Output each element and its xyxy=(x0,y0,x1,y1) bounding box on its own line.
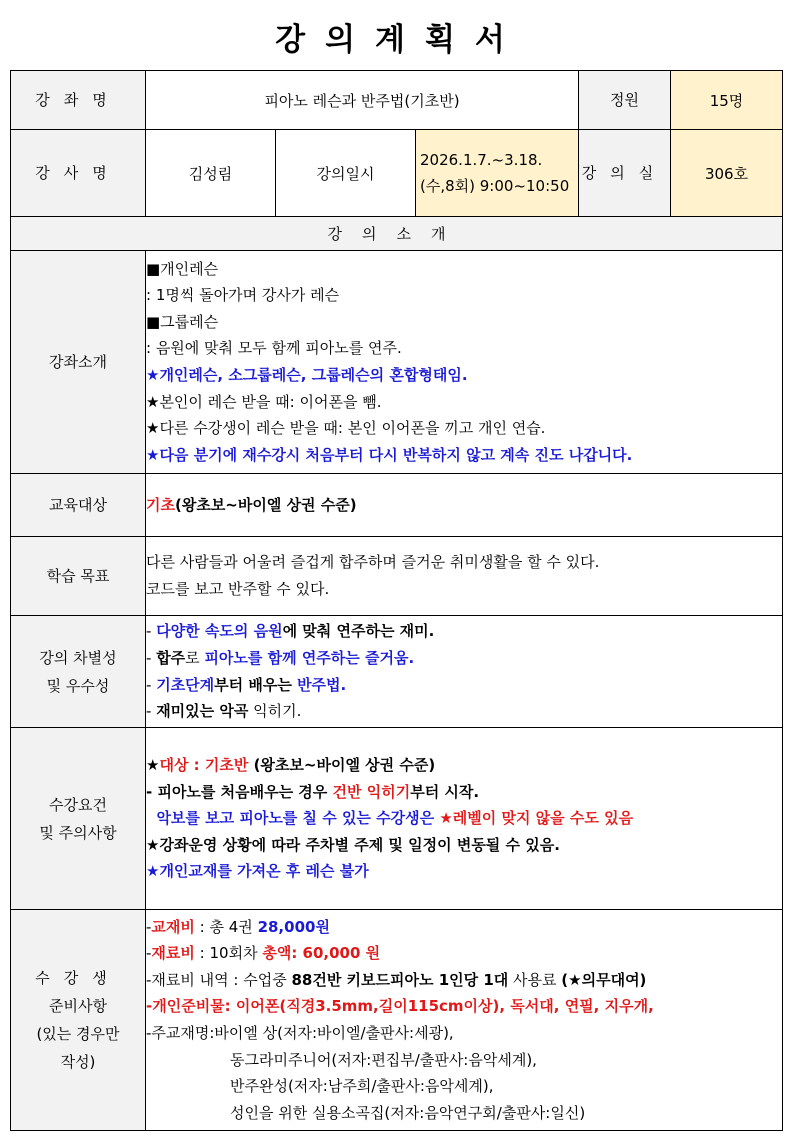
room-label: 강의실 xyxy=(579,130,671,217)
prep-line: 동그라미주니어(저자:편집부/출판사:음악세계), xyxy=(230,1050,537,1069)
requirements-label: 수강요건 및 주의사항 xyxy=(11,728,146,910)
prep-content xyxy=(146,910,783,1131)
merit-item: - 기초단계부터 배우는 반주법. xyxy=(146,675,347,694)
intro-header-row xyxy=(11,217,783,251)
merits-row xyxy=(11,616,783,728)
requirement-line: ★대상 : 기초반 (왕초보~바이엘 상권 수준) xyxy=(146,756,436,775)
prep-line: -주교재명:바이엘 상(저자:바이엘/출판사:세광), xyxy=(146,1024,454,1042)
prep-line: -재료비 내역 : 수업중 88건반 키보드피아노 1인당 1대 사용료 (★의무대여) xyxy=(146,970,647,989)
prep-row xyxy=(11,910,783,1131)
capacity-value: 15명 xyxy=(671,71,783,130)
intro-line: ■그룹레슨 xyxy=(146,312,219,331)
course-intro-label: 강좌소개 xyxy=(11,251,146,474)
instructor-row xyxy=(11,130,783,217)
intro-line: ■개인레슨 xyxy=(146,259,219,278)
schedule-times: (수,8회) 9:00~10:50 xyxy=(420,177,570,195)
course-name-row xyxy=(11,71,783,130)
goal-row xyxy=(11,537,783,616)
goal-label: 학습 목표 xyxy=(11,537,146,616)
requirement-line: 악보를 보고 피아노를 칠 수 있는 수강생은 ★레벨이 맞지 않을 수도 있음 xyxy=(146,809,634,828)
prep-line: 성인을 위한 실용소곡집(저자:음악연구회/출판사:일신) xyxy=(230,1103,586,1122)
prep-line: -재료비 : 10회차 총액: 60,000 원 xyxy=(146,944,381,963)
instructor-label: 강사명 xyxy=(11,130,146,217)
schedule-dates: 2026.1.7.~3.18. xyxy=(420,151,543,169)
merit-item: - 재미있는 악곡 익히기. xyxy=(146,702,302,721)
requirements-content xyxy=(146,728,783,910)
target-label: 교육대상 xyxy=(11,474,146,537)
requirement-line: ★강좌운영 상황에 따라 주차별 주제 및 일정이 변동될 수 있음. xyxy=(146,835,560,854)
goal-line: 다른 사람들과 어울려 즐겁게 합주하며 즐거운 취미생활을 할 수 있다. xyxy=(146,553,600,572)
merits-content xyxy=(146,616,783,728)
prep-line: 반주완성(저자:남주희/출판사:음악세계), xyxy=(230,1077,494,1096)
intro-header: 강의소개 xyxy=(11,217,783,251)
prep-label: 수강생 준비사항 (있는 경우만 작성) xyxy=(11,910,146,1131)
course-intro-content xyxy=(146,251,783,474)
target-row xyxy=(11,474,783,537)
target-content: 기초(왕초보~바이엘 상권 수준) xyxy=(146,474,783,537)
lecture-plan-table xyxy=(10,70,783,1131)
intro-line: ★다른 수강생이 레슨 받을 때: 본인 이어폰을 끼고 개인 연습. xyxy=(146,419,546,438)
requirement-line: - 피아노를 처음배우는 경우 건반 익히기부터 시작. xyxy=(146,782,480,801)
prep-line: -개인준비물: 이어폰(직경3.5mm,길이115cm이상), 독서대, 연필, 지우개, xyxy=(146,997,654,1016)
prep-line: -교재비 : 총 4권 28,000원 xyxy=(146,917,330,936)
merits-label: 강의 차별성 및 우수성 xyxy=(11,616,146,728)
document-title: 강의계획서 xyxy=(275,22,525,58)
room-value: 306호 xyxy=(671,130,783,217)
requirement-line: ★개인교재를 가져온 후 레슨 불가 xyxy=(146,862,369,881)
instructor-value: 김성림 xyxy=(146,130,276,217)
schedule-label: 강의일시 xyxy=(276,130,416,217)
capacity-label: 정원 xyxy=(579,71,671,130)
merit-item: - 합주로 피아노를 함께 연주하는 즐거움. xyxy=(146,648,415,667)
course-intro-row xyxy=(11,251,783,474)
intro-line: ★본인이 레슨 받을 때: 이어폰을 뺌. xyxy=(146,392,382,411)
intro-line: ★다음 분기에 재수강시 처음부터 다시 반복하지 않고 계속 진도 나갑니다. xyxy=(146,445,633,464)
merit-item: - 다양한 속도의 음원에 맞춰 연주하는 재미. xyxy=(146,622,435,641)
requirements-row xyxy=(11,728,783,910)
course-name-label: 강좌명 xyxy=(11,71,146,130)
goal-line: 코드를 보고 반주할 수 있다. xyxy=(146,580,330,598)
intro-line: : 음원에 맞춰 모두 함께 피아노를 연주. xyxy=(146,339,402,358)
course-name-value: 피아노 레슨과 반주법(기초반) xyxy=(146,71,579,130)
schedule-value xyxy=(416,130,579,217)
intro-line: ★개인레슨, 소그룹레슨, 그룹레슨의 혼합형태임. xyxy=(146,366,468,384)
goal-content xyxy=(146,537,783,616)
intro-line: : 1명씩 돌아가며 강사가 레슨 xyxy=(146,286,340,305)
